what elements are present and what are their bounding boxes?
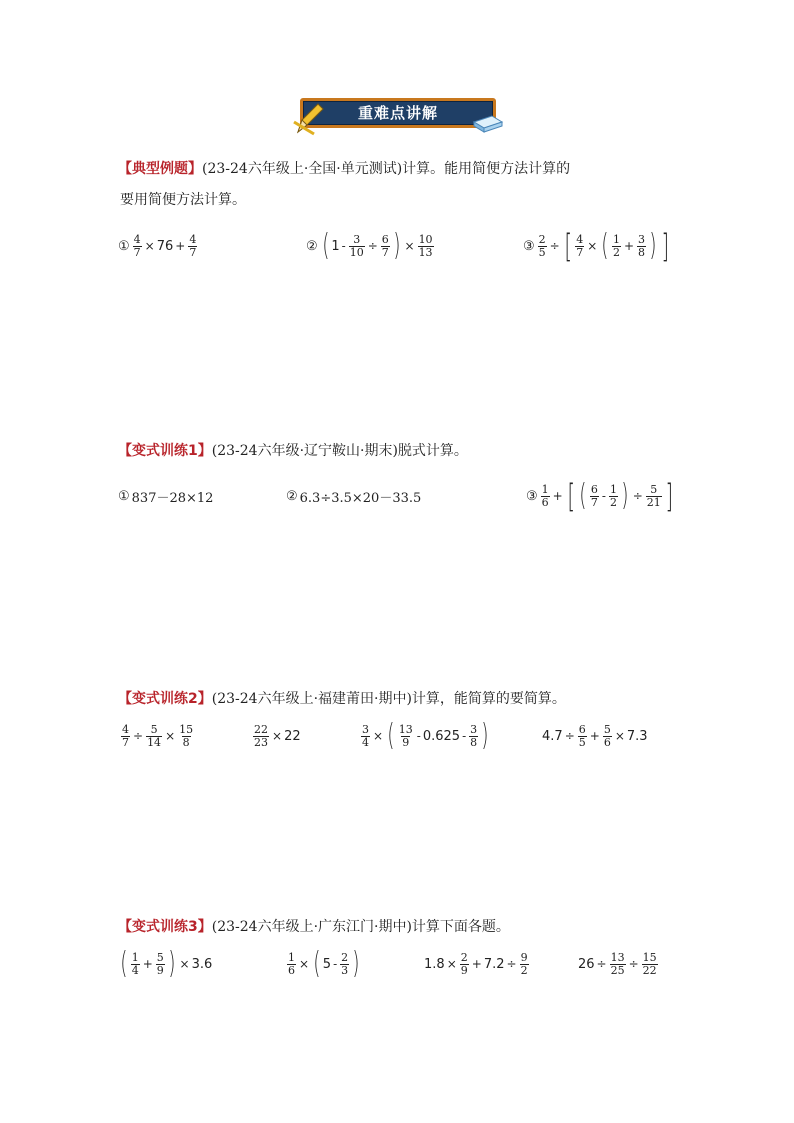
problem-4-1 (118, 944, 212, 984)
fraction: $\frac{1}{4}$ (131, 950, 139, 977)
bracket-right: ] (661, 227, 669, 265)
fraction: $\frac{3}{8}$ (638, 232, 646, 259)
problem-mark: ① (118, 238, 130, 254)
fraction: $\frac{5}{14}$ (147, 722, 162, 749)
paren-left: ( (313, 946, 321, 981)
number: 1 (331, 238, 340, 254)
problem-3-4 (542, 716, 648, 756)
operator: × (144, 239, 155, 253)
operator: × (179, 957, 190, 971)
fraction: $\frac{1}{6}$ (288, 950, 295, 977)
operator: ÷ (506, 957, 517, 971)
operator: × (446, 957, 457, 971)
expression: 837－28×12 (131, 490, 214, 506)
problem-mark: ③ (523, 238, 535, 254)
section-banner (300, 98, 496, 130)
section-source: (23-24六年级上·广东江门·期中)计算下面各题。 (211, 919, 510, 935)
operator: × (272, 729, 283, 743)
problem-mark: ② (306, 238, 318, 254)
operator: ÷ (133, 729, 144, 743)
example-heading (118, 158, 570, 180)
operator: × (614, 729, 625, 743)
fraction: $\frac{13}{25}$ (610, 950, 625, 977)
problem-4-2 (286, 944, 362, 984)
number: 7.3 (626, 728, 648, 744)
bracket-left: [ (564, 227, 572, 265)
section-source: (23-24六年级上·福建莆田·期中)计算，能简算的要简算。 (211, 691, 566, 707)
bracket-right: ] (665, 477, 673, 515)
fraction: $\frac{15}{22}$ (642, 950, 657, 977)
problem-1-1 (118, 226, 198, 266)
problem-mark: ② (286, 488, 298, 504)
fraction: $\frac{3}{10}$ (349, 232, 364, 259)
problem-3-3 (360, 716, 491, 756)
fraction: $\frac{1}{2}$ (609, 482, 617, 509)
operator: - (462, 729, 467, 743)
fraction: $\frac{5}{6}$ (603, 722, 611, 749)
number: 5 (322, 956, 332, 972)
operator: + (589, 729, 600, 743)
operator: ÷ (596, 957, 607, 971)
operator: + (552, 489, 563, 503)
operator: ÷ (367, 239, 378, 253)
problem-3-2 (252, 716, 301, 756)
operator: ÷ (549, 239, 560, 253)
operator: + (623, 239, 635, 253)
operator: ÷ (564, 729, 575, 743)
fraction: $\frac{6}{7}$ (590, 482, 598, 509)
problem-2-3 (526, 476, 675, 516)
section-source: (23-24六年级·辽宁鞍山·期末)脱式计算。 (211, 443, 468, 459)
paren-left: ( (120, 946, 128, 981)
operator: ÷ (628, 957, 639, 971)
fraction: $\frac{4}{7}$ (576, 232, 584, 259)
paren-right: ) (393, 228, 401, 263)
problem-4-4 (578, 944, 659, 984)
fraction: $\frac{1}{2}$ (612, 232, 620, 259)
problem-2-2 (286, 476, 421, 516)
section-tag: 【变式训练3】 (118, 919, 212, 935)
problem-1-2 (306, 226, 435, 266)
fraction: $\frac{10}{13}$ (418, 232, 433, 259)
fraction: $\frac{2}{3}$ (341, 950, 349, 977)
fraction: $\frac{6}{5}$ (578, 722, 586, 749)
fraction: $\frac{6}{7}$ (381, 232, 389, 259)
fraction: $\frac{15}{8}$ (179, 722, 194, 749)
number: 4.7 (542, 728, 563, 744)
paren-left: ( (601, 228, 609, 263)
operator: - (601, 489, 606, 503)
fraction: $\frac{5}{9}$ (156, 950, 164, 977)
fraction: $\frac{3}{8}$ (470, 722, 478, 749)
number: 3.6 (191, 956, 213, 972)
fraction: $\frac{3}{4}$ (362, 722, 369, 749)
problem-1-3 (523, 226, 671, 266)
fraction: $\frac{13}{9}$ (398, 722, 413, 749)
variant-3-heading (118, 916, 510, 938)
operator: + (471, 957, 482, 971)
operator: × (404, 239, 415, 253)
paren-left: ( (579, 478, 587, 513)
banner-title: 重难点讲解 (357, 104, 438, 122)
variant-2-heading (118, 688, 566, 710)
fraction: $\frac{4}{7}$ (189, 232, 197, 259)
number: 1.8 (424, 956, 445, 972)
operator: × (299, 957, 310, 971)
bracket-left: [ (567, 477, 575, 515)
operator: - (341, 239, 346, 253)
operator: ÷ (632, 489, 643, 503)
fraction: $\frac{4}{7}$ (122, 722, 129, 749)
operator: + (142, 957, 153, 971)
paren-left: ( (387, 718, 395, 753)
variant-1-heading (118, 440, 468, 462)
problem-mark: ① (118, 488, 130, 504)
example-heading-cont: 要用简便方法计算。 (120, 192, 246, 208)
problem-3-1 (120, 716, 195, 756)
section-source: (23-24六年级上·全国·单元测试)计算。能用简便方法计算的 (202, 161, 571, 177)
paren-right: ) (352, 946, 360, 981)
number: 0.625 (422, 728, 461, 744)
expression: 6.3÷3.5×20－33.5 (299, 490, 422, 506)
book-icon (472, 114, 504, 134)
paren-right: ) (481, 718, 489, 753)
number: 22 (284, 728, 301, 744)
fraction: $\frac{9}{2}$ (520, 950, 528, 977)
paren-right: ) (168, 946, 176, 981)
section-tag: 【变式训练2】 (118, 691, 212, 707)
problem-2-1 (118, 476, 213, 516)
fraction: $\frac{22}{23}$ (254, 722, 268, 749)
fraction: $\frac{2}{5}$ (538, 232, 546, 259)
operator: × (165, 729, 176, 743)
problem-4-3 (424, 944, 530, 984)
operator: - (416, 729, 421, 743)
operator: × (373, 729, 384, 743)
paren-left: ( (322, 228, 330, 263)
operator: + (175, 239, 186, 253)
paren-right: ) (621, 478, 629, 513)
operator: - (333, 957, 338, 971)
fraction: $\frac{1}{6}$ (541, 482, 549, 509)
fraction: $\frac{4}{7}$ (133, 232, 141, 259)
number: 76 (156, 238, 174, 254)
pencil-icon (292, 100, 326, 136)
section-tag: 【典型例题】 (118, 161, 202, 177)
number: 26 (578, 956, 595, 972)
operator: × (587, 239, 598, 253)
number: 7.2 (483, 956, 505, 972)
problem-mark: ③ (526, 488, 538, 504)
fraction: $\frac{5}{21}$ (646, 482, 661, 509)
paren-right: ) (649, 228, 657, 263)
section-tag: 【变式训练1】 (118, 443, 212, 459)
fraction: $\frac{2}{9}$ (460, 950, 468, 977)
